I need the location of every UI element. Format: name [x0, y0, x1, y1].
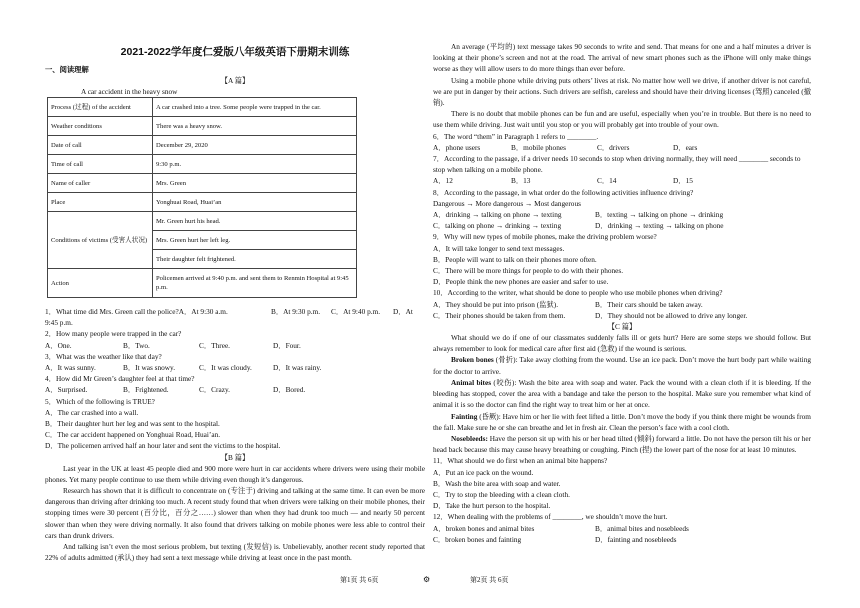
option-d: D．Take the hurt person to the hospital.	[433, 501, 551, 511]
question-7	[433, 153, 811, 187]
option-c: C．The car accident happened on Yonghuai Road, Huai’an.	[45, 430, 221, 440]
option-b: B．People will want to talk on their phones more often.	[433, 254, 597, 264]
question-subtext: Dangerous → More dangerous → Most dangerous	[433, 198, 581, 208]
option-c: C．There will be more things for people to do with their phones.	[433, 266, 624, 276]
passage-b-paragraph-5: Using a mobile phone while driving puts others’ lives at risk. No matter how well we drive, if another driver is not careful, we are put in danger by their actions. Such drivers are selfish, careless and should have their driving licenses (驾照) canceled (撤销).	[433, 75, 811, 108]
question-8	[433, 187, 811, 232]
option-a: A．The car crashed into a wall.	[45, 407, 139, 417]
option-d: D．People think the new phones are easier and safer to use.	[433, 277, 609, 287]
subheading: Animal bites	[451, 377, 492, 387]
page-number-left: 第1页 共 6页	[340, 576, 379, 584]
table-key: Conditions of victims (受害人状况)	[48, 212, 153, 269]
passage-c-nosebleeds	[433, 433, 811, 455]
table-key: Weather conditions	[48, 117, 153, 136]
option-d: D．It was rainy.	[273, 363, 322, 373]
right-column	[433, 0, 811, 545]
passage-b-paragraph-6: There is no doubt that mobile phones can be fun and are useful, especially when you’re in trouble. But there is no need to use them while driving. Just wait until you stop or you will probably get into trouble of your own.	[433, 109, 811, 130]
page-title: 2021-2022学年度仁爱版八年级英语下册期末训练	[120, 46, 350, 58]
table-caption: A car accident in the heavy snow	[81, 87, 178, 96]
option-b: B．At 9:30 p.m.	[271, 307, 321, 316]
passage-b-paragraph-2: Research has shown that it is difficult to concentrate on (专注于) driving and talking at the same time. It can even be more dangerous than driving after drinking too much. A recent study found that when drivers were talking on their mobile phones, their stopping times were 30 percent (百分比，百分之……) slower than when they had drunk too much — and nearly 50 percent slower than when they were driving normally. It also found that drivers talking on mobile phones were less able to control their cars than drunk drivers.	[45, 486, 425, 540]
question-10	[433, 287, 811, 321]
question-text: 12．When dealing with the problems of ________, we shouldn’t move the hurt.	[433, 512, 668, 522]
subheading: Nosebleeds:	[451, 433, 488, 443]
option-a: A．Surprised.	[45, 385, 88, 395]
option-a: A．phone users	[433, 142, 481, 152]
option-b: B．Two.	[123, 340, 150, 350]
option-b: B．13	[511, 176, 531, 186]
option-d: D．fainting and nosebleeds	[595, 534, 677, 544]
left-column	[45, 0, 425, 563]
table-key: Date of call	[48, 136, 153, 155]
table-value: Yonghuai Road, Huai’an	[153, 193, 357, 212]
option-b: B．Their daughter hurt her leg and was sent to the hospital.	[45, 419, 220, 429]
table-value: Mr. Green hurt his head.	[153, 212, 357, 231]
question-text: 8．According to the passage, in what order do the following activities influence driving?	[433, 187, 694, 197]
question-text: 9．Why will new types of mobile phones, make the driving problem worse?	[433, 232, 657, 242]
question-text: 3．What was the weather like that day?	[45, 351, 162, 361]
option-c: C．Their phones should be taken from them.	[433, 310, 566, 320]
table-key: Place	[48, 193, 153, 212]
question-text: 1．What time did Mrs. Green call the police?A．At 9:30 a.m.	[45, 307, 228, 316]
paragraph-text: (昏厥): Have him or her lie with feet lifted a little. Don’t move the body if you think there might be wounds from the fall. Make sure he or she can breathe and let in fresh air. Clean the person’s face with a cool cloth.	[433, 411, 811, 432]
question-1	[45, 306, 425, 328]
option-b: B．texting → talking on phone → drinking	[595, 210, 724, 220]
paragraph-text: (骨折): Take away clothing from the wound. Use an ice pack. Don’t move the hurt body part while waiting for the doctor to arrive.	[433, 355, 811, 376]
question-2	[45, 328, 425, 350]
paragraph-text: (咬伤): Wash the bite area with soap and water. Pack the wound with a clean cloth if it is bleeding. If the bleeding has stopped, cover the area with a bandage and take the person to the hospital. Make sure you remember what kind of animal it is so the doctor can find the right way to treat him or her at once.	[433, 377, 812, 410]
option-d: D．15	[673, 176, 693, 186]
option-a: A．It was sunny.	[45, 363, 96, 373]
passage-c-fainting	[433, 411, 811, 433]
page-number-right: 第2页 共 6页	[470, 576, 509, 584]
option-c: C．At 9:40 p.m.	[331, 307, 381, 316]
question-text: 10．According to the writer, what should be done to people who use mobile phones when driving?	[433, 288, 723, 298]
option-c: C．It was cloudy.	[199, 363, 252, 373]
table-key: Action	[48, 269, 153, 298]
option-a: A．drinking → talking on phone → texting	[433, 210, 562, 220]
table-value: 9:30 p.m.	[153, 155, 357, 174]
paragraph-text: Have the person sit up with his or her head tilted (倾斜) forward a little. Do not have the person tilt his or her head back because this may cause heavy breathing or coughing. Pinch (捏) the lower part of the nose for at least 10 minutes.	[433, 433, 811, 455]
part-b-heading: 【B 篇】	[220, 452, 250, 462]
table-value: There was a heavy snow.	[153, 117, 357, 136]
table-value: Their daughter felt frightened.	[153, 250, 357, 269]
option-d: D．The policemen arrived half an hour later and sent the victims to the hospital.	[45, 441, 281, 451]
option-b: B．Frightened.	[123, 385, 169, 395]
question-text: 7．According to the passage, if a driver needs 10 seconds to stop when driving normally, they will need ________ seconds to stop when talking on a mobile phone.	[433, 154, 801, 175]
option-d: D．ears	[673, 142, 698, 152]
option-b: B．animal bites and nosebleeds	[595, 523, 689, 533]
option-b: B．Wash the bite area with soap and water.	[433, 478, 561, 488]
option-d: D．drinking → texting → talking on phone	[595, 221, 724, 231]
question-text: 6．The word “them” in Paragraph 1 refers to ________.	[433, 131, 599, 141]
table-value: A car crashed into a tree. Some people were trapped in the car.	[153, 98, 357, 117]
option-d: D．Four.	[273, 340, 301, 350]
table-value: Mrs. Green hurt her left leg.	[153, 231, 357, 250]
table-key: Process (过程) of the accident	[48, 98, 153, 117]
question-text: 4．How did Mr Green’s daughter feel at that time?	[45, 374, 195, 384]
option-c: C．drivers	[597, 142, 630, 152]
option-a: A．broken bones and animal bites	[433, 523, 535, 533]
option-a: A．They should be put into prison (监狱).	[433, 299, 559, 309]
option-c: C．broken bones and fainting	[433, 534, 522, 544]
subheading: Fainting	[451, 411, 478, 421]
table-value: Mrs. Green	[153, 174, 357, 193]
passage-c-animal-bites	[433, 377, 811, 411]
question-6	[433, 131, 811, 153]
question-text: 11．What should we do first when an animal bite happens?	[433, 456, 608, 466]
passage-c-broken-bones	[433, 354, 811, 376]
option-d: D．They should not be allowed to drive any longer.	[595, 310, 748, 320]
option-d: D．Bored.	[273, 385, 306, 395]
option-d: D．At	[393, 307, 413, 316]
passage-b-paragraph-4: An average (平均的) text message takes 90 seconds to write and send. That means for one and a half minutes a driver is looking at their phone’s screen and not at the road. The arrival of new smart phones such as the iPhone will only make things worse as they will allow users to do more things than ever before.	[433, 42, 811, 74]
table-value: December 29, 2020	[153, 136, 357, 155]
option-b: B．mobile phones	[511, 142, 566, 152]
question-5	[45, 396, 425, 452]
option-c: C．Try to stop the bleeding with a clean cloth.	[433, 489, 570, 499]
passage-c-paragraph-1: What should we do if one of our classmates suddenly falls ill or gets hurt? Here are some steps we should follow. But always remember to look for medical care after first aid (急救) if the wound is serious.	[433, 333, 811, 354]
option-b: B．It was snowy.	[123, 363, 176, 373]
part-a-heading: 【A 篇】	[220, 76, 250, 85]
table-value: Policemen arrived at 9:40 p.m. and sent them to Renmin Hospital at 9:45 p.m.	[153, 269, 357, 298]
question-11	[433, 455, 811, 511]
option-c: C．14	[597, 176, 617, 186]
option-a: A．It will take longer to send text messages.	[433, 243, 565, 253]
passage-b-paragraph-1: Last year in the UK at least 45 people died and 900 more were hurt in car accidents where drivers were using their mobile phones. Yet many people continue to use them while driving even though it’s dangerous.	[45, 463, 425, 484]
option-c: C．Crazy.	[199, 385, 230, 395]
table-key: Time of call	[48, 155, 153, 174]
option-c: C．talking on phone → drinking → texting	[433, 221, 562, 231]
question-3	[45, 351, 425, 373]
option-c: C．Three.	[199, 340, 231, 350]
question-text: 2．How many people were trapped in the car?	[45, 329, 182, 339]
gear-icon: ⚙	[423, 575, 431, 584]
question-text-cont: 9:45 p.m.	[45, 318, 73, 328]
question-text: 5．Which of the following is TRUE?	[45, 396, 155, 406]
part-c-heading: 【C 篇】	[607, 322, 637, 332]
subheading: Broken bones	[451, 355, 494, 365]
question-12	[433, 511, 811, 545]
table-key: Name of caller	[48, 174, 153, 193]
option-a: A．Put an ice pack on the wound.	[433, 467, 534, 477]
question-9	[433, 231, 811, 287]
accident-table	[47, 97, 357, 298]
question-4	[45, 373, 425, 395]
option-a: A．One.	[45, 340, 72, 350]
section-heading: 一、阅读理解	[45, 65, 89, 74]
passage-b-paragraph-3: And talking isn’t even the most serious problem, but texting (发短信) is. Unbelievably, another recent study reported that 22% of adults admitted (承认) they had sent a text message while driving at least once in the past month.	[45, 542, 425, 563]
option-a: A．12	[433, 176, 453, 186]
option-b: B．Their cars should be taken away.	[595, 299, 703, 309]
